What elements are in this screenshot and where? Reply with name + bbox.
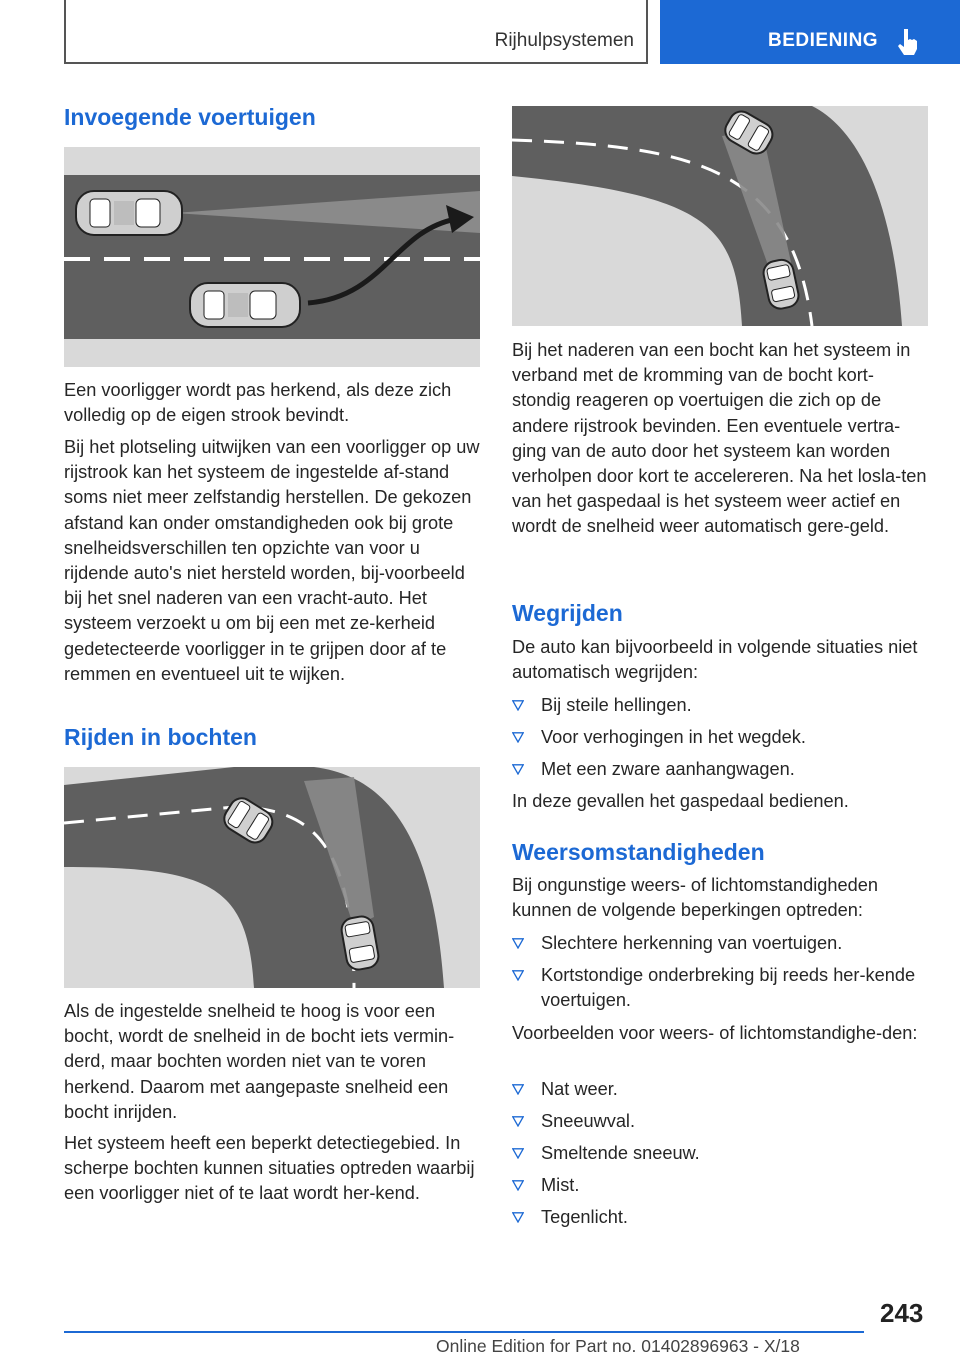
paragraph-drive-off-2: In deze gevallen het gaspedaal bedienen. xyxy=(512,791,849,811)
pointing-hand-icon xyxy=(896,28,922,56)
triangle-bullet-icon xyxy=(512,970,524,981)
triangle-bullet-icon xyxy=(512,1084,524,1095)
paragraph-merging-2: Bij het plotseling uitwijken van een voorligger op uw rijstrook kan het systeem de ingestelde af-stand soms niet meer zelfstandig herstellen. De gekozen afstand kan onder omstandigheden ook bij grote snelheidsverschillen ten opzichte van voor u rijdende auto's niet hersteld worden, bij-voorbeeld bij het snel naderen van een vracht-auto. Het systeem verzoekt u om bij een met ze-kerheid gedetecteerde voorligger in te grijpen door af te remmen en eventueel uit te wijken. xyxy=(64,437,480,684)
paragraph-weather-2: Voorbeelden voor weers- of lichtomstandighe-den: xyxy=(512,1023,918,1043)
triangle-bullet-icon xyxy=(512,1180,524,1191)
paragraph-merging-1: Een voorligger wordt pas herkend, als deze zich volledig op de eigen strook bevindt. xyxy=(64,380,452,426)
triangle-bullet-icon xyxy=(512,1148,524,1159)
triangle-bullet-icon xyxy=(512,764,524,775)
triangle-bullet-icon xyxy=(512,1116,524,1127)
figure-curve-right xyxy=(512,106,928,326)
triangle-bullet-icon xyxy=(512,1212,524,1223)
paragraph-curves-1: Als de ingestelde snelheid te hoog is voor een bocht, wordt de snelheid in de bocht iets vermin-derd, maar bochten worden niet van te voren herkend. Daarom met aangepaste snelheid een bocht inrijden. xyxy=(64,1001,455,1122)
heading-merging-vehicles: Invoegende voertuigen xyxy=(64,104,316,130)
heading-drive-off: Wegrijden xyxy=(512,600,623,626)
heading-driving-in-curves: Rijden in bochten xyxy=(64,724,257,750)
header-section-tab xyxy=(64,0,648,64)
figure-merging-vehicle xyxy=(64,147,480,367)
heading-weather-conditions: Weersomstandigheden xyxy=(512,839,765,865)
paragraph-curves-3: Bij het naderen van een bocht kan het systeem in verband met de kromming van de bocht kort-stondig reageren op voertuigen die zich op de andere rijstrook bevinden. Een eventuele vertra-ging van de auto door het systeem kan worden verholpen door kort te accelereren. Na het losla-ten van het gaspedaal is het systeem weer actief en wordt de snelheid weer automatisch gere-geld. xyxy=(512,340,927,537)
footer-edition: Online Edition for Part no. 01402896963 - X/18 xyxy=(436,1336,800,1356)
section-title: Rijhulpsystemen xyxy=(494,30,634,51)
footer-divider xyxy=(64,1331,864,1333)
triangle-bullet-icon xyxy=(512,700,524,711)
paragraph-drive-off-1: De auto kan bijvoorbeeld in volgende situaties niet automatisch wegrijden: xyxy=(512,637,918,683)
chapter-title: BEDIENING xyxy=(768,30,879,51)
triangle-bullet-icon xyxy=(512,938,524,949)
triangle-bullet-icon xyxy=(512,732,524,743)
figure-curve-left xyxy=(64,767,480,988)
page-number: 243 xyxy=(880,1298,924,1328)
paragraph-curves-2: Het systeem heeft een beperkt detectiegebied. In scherpe bochten kunnen situaties optreden waarbij een voorligger niet of te laat wordt her-kend. xyxy=(64,1133,475,1204)
chapter-tab[interactable] xyxy=(660,0,960,64)
paragraph-weather-1: Bij ongunstige weers- of lichtomstandigheden kunnen de volgende beperkingen optreden: xyxy=(512,875,878,921)
